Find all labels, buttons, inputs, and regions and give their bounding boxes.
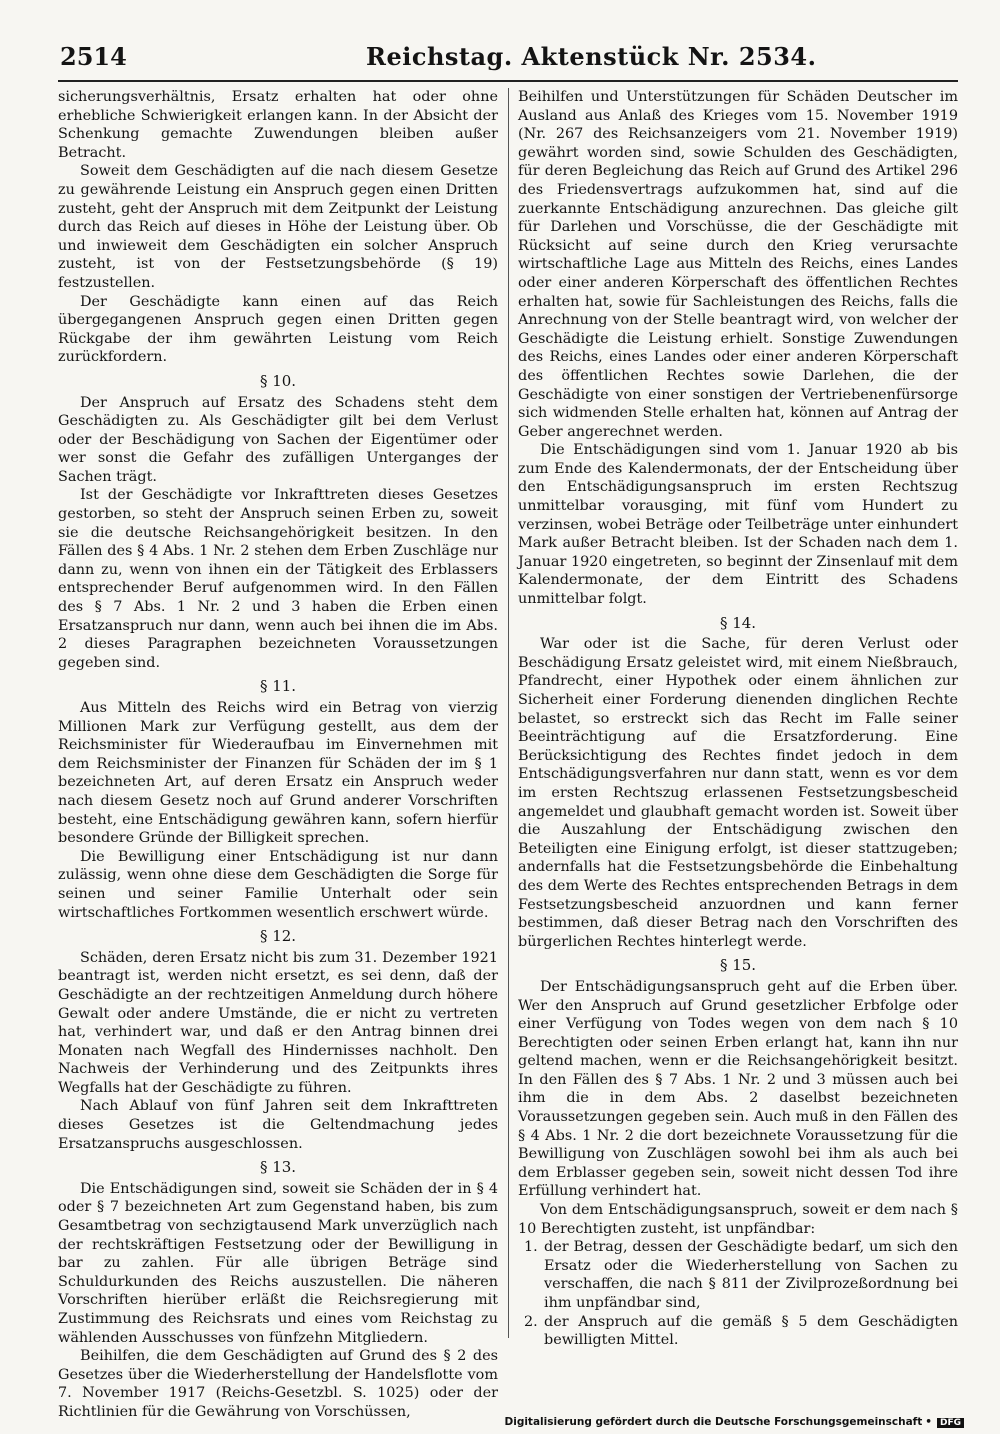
paragraph: Soweit dem Geschädigten auf die nach diesem Gesetze zu gewährende Leistung ein Anspruch gegen einen Dritten zusteht, geht der Anspruch mit dem Zeitpunkt der Leistung durch das Reich auf dieses in Höhe der Leistung über. Ob und inwieweit dem Geschädigten ein solcher Anspruch zusteht, ist von der Festsetzungsbehörde (§ 19) festzustellen. bbox=[58, 163, 498, 291]
paragraph: War oder ist die Sache, für deren Verlust oder Beschädigung Ersatz geleistet wird, mit einem Nießbrauch, Pfandrecht, einer Hypothek oder einem ähnlichen zur Sicherheit einer Forderung dienenden dinglichen Rechte belastet, so erstreckt sich das Recht im Falle seiner Beeinträchtigung auf die Ersatzforderung. Eine Berücksichtigung des Rechtes findet jedoch in dem Entschädigungsverfahren nur dann statt, wenn es vor dem im ersten Rechtszug erlassenen Festsetzungsbescheid angemeldet und glaubhaft gemacht worden ist. Soweit über die Auszahlung der Entschädigung zwischen den Beteiligten eine Einigung erfolgt, ist dieser stattzugeben; andernfalls hat die Festsetzungsbehörde die Einbehaltung des dem Werte des Rechtes entsprechenden Betrags in dem Festsetzungsbescheid anzuordnen und kann ferner bestimmen, daß dieser Betrag nach den Vorschriften des bürgerlichen Rechtes hinterlegt werde. bbox=[518, 636, 958, 950]
page-header bbox=[58, 40, 958, 82]
credit-separator: • bbox=[925, 1416, 932, 1428]
section-heading-12: § 12. bbox=[259, 927, 297, 946]
paragraph: Beihilfen und Unterstützungen für Schäden Deutscher im Ausland aus Anlaß des Krieges vom 15. November 1919 (Nr. 267 des Reichsanzeigers vom 21. November 1919) gewährt worden sind, sowie Schulden des Geschädigten, für deren Begleichung das Reich auf Grund des Artikel 296 des Friedensvertrags aufzukommen hat, sind auf die zuerkannte Entschädigung anzurechnen. Das gleiche gilt für Darlehen und Vorschüsse, die der Geschädigte mit Rücksicht auf seine durch den Krieg verursachte wirtschaftliche Lage aus Mitteln des Reichs, eines Landes oder einer anderen Körperschaft des öffentlichen Rechtes erhalten hat, sowie für Sachleistungen des Reichs, falls die Anrechnung von der Stelle beantragt wird, von welcher der Geschädigte die Leistung erhielt. Sonstige Zuwendungen des Reichs, eines Landes oder einer anderen Körperschaft des öffentlichen Rechtes sowie Darlehen, die der Geschädigte von einer sonstigen der Vertriebenenfürsorge sich widmenden Stelle erhalten hat, können auf Antrag der Geber angerechnet werden. bbox=[518, 89, 958, 440]
paragraph: Aus Mitteln des Reichs wird ein Betrag von vierzig Millionen Mark zur Verfügung gestellt, aus dem der Reichsminister für Wiederaufbau im Einvernehmen mit dem Reichsminister der Finanzen für Schäden der im § 1 bezeichneten Art, auf deren Ersatz ein Anspruch weder nach diesem Gesetz noch auf Grund anderer Vorschriften besteht, eine Entschädigung gewähren kann, sofern hierfür besondere Gründe der Billigkeit sprechen. bbox=[58, 700, 498, 847]
section-heading-14: § 14. bbox=[719, 613, 757, 632]
paragraph: Von dem Entschädigungsanspruch, soweit er dem nach § 10 Berechtigten zusteht, ist unpfändbar: bbox=[518, 1202, 958, 1237]
paragraph: Ist der Geschädigte vor Inkrafttreten dieses Gesetzes gestorben, so steht der Anspruch seinen Erben zu, soweit sie die deutsche Reichsangehörigkeit besitzen. In den Fällen des § 4 Abs. 1 Nr. 2 stehen dem Erben Zuschläge nur dann zu, wenn von ihnen ein der Tätigkeit des Erblassers entsprechender Beruf aufgenommen wird. In den Fällen des § 7 Abs. 1 Nr. 2 und 3 haben die Erben einen Ersatzanspruch nur dann, wenn auch bei ihnen die im Abs. 2 dieses Paragraphen bezeichneten Voraussetzungen gegeben sind. bbox=[58, 487, 498, 671]
paragraph: Der Anspruch auf Ersatz des Schadens steht dem Geschädigten zu. Als Geschädigter gilt bei dem Verlust oder der Beschädigung von Sachen der Eigentümer oder wer sonst die Gefahr des zufälligen Unterganges der Sachen trägt. bbox=[58, 394, 498, 485]
paragraph: Die Entschädigungen sind vom 1. Januar 1920 ab bis zum Ende des Kalendermonats, der der Entscheidung über den Entschädigungsanspruch im ersten Rechtszug unmittelbar vorausging, mit fünf vom Hundert zu verzinsen, wobei Beträge oder Teilbeträge unter einhundert Mark außer Betracht bleiben. Ist der Schaden nach dem 1. Januar 1920 eingetreten, so beginnt der Zinsenlauf mit dem Kalendermonate, der dem Eintritt des Schadens unmittelbar folgt. bbox=[518, 442, 959, 608]
paragraph: Die Bewilligung einer Entschädigung ist nur dann zulässig, wenn ohne diese dem Geschädigten die Sorge für seinen und seiner Familie Unterhalt oder sein wirtschaftliches Fortkommen wesentlich erschwert würde. bbox=[58, 848, 498, 921]
dfg-logo: DFG bbox=[937, 1418, 964, 1428]
list-item bbox=[518, 1238, 958, 1312]
left-column bbox=[58, 88, 498, 1420]
page-number: 2514 bbox=[60, 42, 127, 71]
paragraph: Beihilfen, die dem Geschädigten auf Grund des § 2 des Gesetzes über die Wiederherstellung der Handelsflotte vom 7. November 1917 (Reichs-Gesetzbl. S. 1025) oder der Richtlinien für die Gewährung von Vorschüssen, bbox=[58, 1348, 498, 1420]
paragraph: Der Geschädigte kann einen auf das Reich übergegangenen Anspruch gegen einen Dritten gegen Rückgabe der ihm gewährten Leistung vom Reich zurückfordern. bbox=[58, 293, 498, 366]
digitization-credit bbox=[505, 1416, 965, 1428]
paragraph: Schäden, deren Ersatz nicht bis zum 31. Dezember 1921 beantragt ist, werden nicht ersetzt, es sei denn, daß der Geschädigte an der rechtzeitigen Anmeldung durch höhere Gewalt oder andere Umstände, die er nicht zu vertreten hat, verhindert war, und daß er den Antrag binnen drei Monaten nach Wegfall des Hindernisses nachholt. Den Nachweis der Verhinderung und des Zeitpunkts ihres Wegfalls hat der Geschädigte zu führen. bbox=[58, 949, 498, 1096]
list-item bbox=[518, 1313, 958, 1350]
column-divider bbox=[508, 88, 509, 1338]
section-heading-15: § 15. bbox=[719, 956, 757, 975]
right-column bbox=[518, 88, 959, 1349]
text-columns bbox=[58, 88, 960, 1420]
running-title: Reichstag. Aktenstück Nr. 2534. bbox=[366, 42, 817, 71]
section-heading-13: § 13. bbox=[259, 1158, 297, 1177]
list-number: 1. bbox=[524, 1239, 538, 1256]
section-heading-11: § 11. bbox=[259, 677, 297, 696]
list-text: der Betrag, dessen der Geschädigte bedarf, um sich den Ersatz oder die Wiederherstellung von Sachen zu verschaffen, die nach § 811 der Zivilprozeßordnung bei ihm unpfändbar sind, bbox=[544, 1239, 958, 1311]
paragraph: Die Entschädigungen sind, soweit sie Schäden der in § 4 oder § 7 bezeichneten Art zum Gegenstand haben, bis zum Gesamtbetrag von sechzigtausend Mark unverzüglich nach der rechtskräftigen Festsetzung oder der Bewilligung in bar zu zahlen. Für alle übrigen Beträge sind Schuldurkunden des Reichs auszustellen. Die näheren Vorschriften hierüber erläßt die Reichsregierung mit Zustimmung des Reichsrats und eines vom Reichstag zu wählenden Ausschusses von fünfzehn Mitgliedern. bbox=[58, 1180, 498, 1346]
list-text: der Anspruch auf die gemäß § 5 dem Geschädigten bewilligten Mittel. bbox=[544, 1313, 958, 1349]
paragraph: Der Entschädigungsanspruch geht auf die Erben über. Wer den Anspruch auf Grund gesetzlicher Erbfolge oder einer Verfügung von Todes wegen von dem nach § 10 Berechtigten oder seinen Erben erlangt hat, kann ihn nur geltend machen, wenn er die Reichsangehörigkeit besitzt. In den Fällen des § 7 Abs. 1 Nr. 2 und 3 müssen auch bei ihm die in dem Abs. 2 daselbst bezeichneten Voraussetzungen gegeben sein. Auch muß in den Fällen des § 4 Abs. 1 Nr. 2 die dort bezeichnete Voraussetzung für die Bewilligung von Zuschlägen sowohl bei ihm als auch bei dem Erblasser gegeben sein, soweit nicht dessen Tod ihre Erfüllung verhindert hat. bbox=[518, 978, 958, 1200]
paragraph: sicherungsverhältnis, Ersatz erhalten hat oder ohne erhebliche Schwierigkeit erlangen kann. In der Absicht der Schenkung gemachte Zuwendungen bleiben außer Betracht. bbox=[58, 89, 498, 161]
list-number: 2. bbox=[524, 1313, 538, 1330]
section-heading-10: § 10. bbox=[259, 371, 297, 390]
credit-text: Digitalisierung gefördert durch die Deutsche Forschungsgemeinschaft bbox=[504, 1416, 923, 1428]
paragraph: Nach Ablauf von fünf Jahren seit dem Inkrafttreten dieses Gesetzes ist die Geltendmachung jedes Ersatzanspruchs ausgeschlossen. bbox=[58, 1098, 498, 1152]
